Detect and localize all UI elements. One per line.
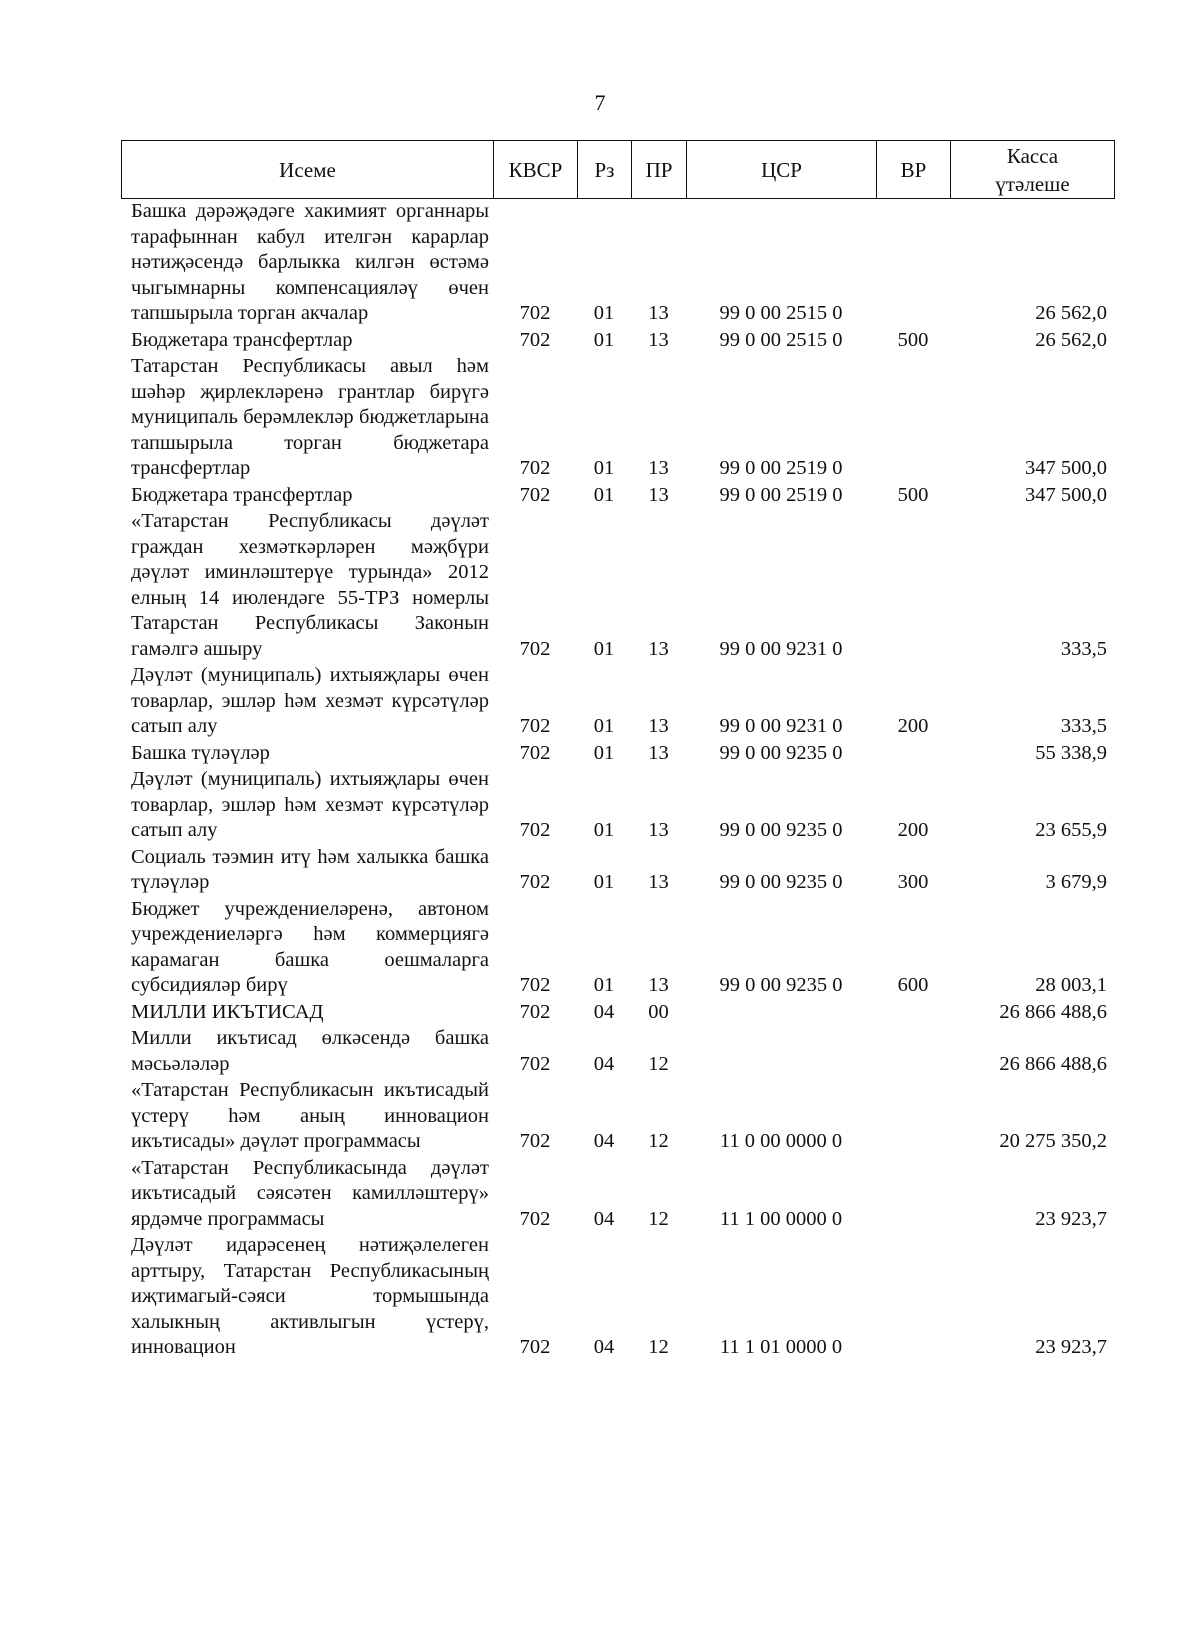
table-row bbox=[121, 483, 1115, 509]
row-name: Дәүләт (муниципаль) ихтыяҗлары өчен товарлар, эшләр һәм хезмәт күрсәтүләр сатып алу bbox=[131, 664, 489, 737]
row-pr: 13 bbox=[648, 637, 669, 660]
row-csr: 99 0 00 2515 0 bbox=[719, 328, 843, 351]
row-name: Бюджетара трансфертлар bbox=[131, 328, 353, 351]
table-row bbox=[121, 199, 1115, 327]
row-csr: 99 0 00 9235 0 bbox=[719, 819, 843, 841]
row-kvsr: 702 bbox=[519, 741, 551, 764]
row-rz: 04 bbox=[593, 1000, 615, 1023]
row-sum: 3 679,9 bbox=[1045, 871, 1107, 893]
header-csr: ЦСР bbox=[687, 141, 877, 198]
row-rz: 01 bbox=[593, 741, 615, 764]
row-kvsr: 702 bbox=[519, 871, 551, 893]
row-rz: 04 bbox=[593, 1052, 615, 1075]
table-row bbox=[121, 1078, 1115, 1155]
table-row bbox=[121, 663, 1115, 740]
row-vr: 500 bbox=[897, 483, 929, 506]
row-vr: 300 bbox=[897, 871, 929, 893]
table-row bbox=[121, 767, 1115, 844]
row-name: «Татарстан Республикасын икътисадый үстерү һәм аның инновацион икътисады» дәүләт программасы bbox=[131, 1079, 489, 1152]
row-pr: 13 bbox=[648, 302, 669, 324]
row-pr: 12 bbox=[648, 1052, 669, 1075]
header-rz: Рз bbox=[578, 141, 632, 198]
row-rz: 01 bbox=[593, 974, 615, 996]
row-csr: 99 0 00 9235 0 bbox=[719, 974, 843, 996]
row-kvsr: 702 bbox=[519, 715, 551, 737]
row-sum: 333,5 bbox=[1060, 637, 1107, 660]
row-rz: 01 bbox=[593, 302, 615, 324]
row-kvsr: 702 bbox=[519, 974, 551, 996]
row-csr: 99 0 00 9231 0 bbox=[719, 637, 843, 660]
row-csr: 99 0 00 2519 0 bbox=[719, 483, 843, 506]
row-kvsr: 702 bbox=[519, 1000, 551, 1023]
row-sum: 347 500,0 bbox=[1025, 457, 1107, 479]
row-pr: 12 bbox=[648, 1207, 669, 1230]
table-row bbox=[121, 328, 1115, 354]
table-row bbox=[121, 1000, 1115, 1026]
row-sum: 26 562,0 bbox=[1035, 328, 1107, 351]
row-kvsr: 702 bbox=[519, 302, 551, 324]
table-body bbox=[121, 199, 1115, 1362]
row-kvsr: 702 bbox=[519, 637, 551, 660]
row-csr: 11 1 00 0000 0 bbox=[719, 1207, 843, 1230]
row-vr: 200 bbox=[897, 715, 929, 737]
table-header bbox=[121, 140, 1115, 199]
row-pr: 13 bbox=[648, 974, 669, 996]
row-pr: 12 bbox=[648, 1336, 669, 1358]
row-rz: 01 bbox=[593, 871, 615, 893]
row-rz: 04 bbox=[593, 1130, 615, 1152]
row-name: «Татарстан Республикасы дәүләт граждан хезмәткәрләрен мәҗбүри дәүләт иминләштерүе турында» 2012 елның 14 июлендәге 55-ТРЗ номерлы Татарстан Республикасы Законын гамәлгә ашыру bbox=[131, 510, 489, 660]
row-name: Социаль тәэмин итү һәм халыкка башка түләүләр bbox=[131, 845, 489, 893]
row-csr: 99 0 00 9235 0 bbox=[719, 741, 843, 764]
row-name: Башка дәрәҗәдәге хакимият органнары тарафыннан кабул ителгән карарлар нәтиҗәсендә барлыкка килгән өстәмә чыгымнарны компенсацияләү өчен тапшырыла торган акчалар bbox=[131, 200, 489, 324]
table-row bbox=[121, 845, 1115, 896]
row-sum: 23 923,7 bbox=[1035, 1207, 1107, 1230]
row-kvsr: 702 bbox=[519, 457, 551, 479]
row-pr: 13 bbox=[648, 741, 669, 764]
row-name: Дәүләт идарәсенең нәтиҗәлелеген арттыру, Татарстан Республикасының иҗтимагый-сәяси тормышында халыкның активлыгын үстерү, инновацион bbox=[131, 1234, 489, 1358]
row-sum: 55 338,9 bbox=[1035, 741, 1107, 764]
row-rz: 04 bbox=[593, 1336, 615, 1358]
row-sum: 28 003,1 bbox=[1035, 974, 1107, 996]
table-row bbox=[121, 897, 1115, 999]
row-kvsr: 702 bbox=[519, 328, 551, 351]
row-sum: 26 562,0 bbox=[1035, 302, 1107, 324]
row-pr: 13 bbox=[648, 871, 669, 893]
table-row bbox=[121, 1233, 1115, 1361]
header-kvsr: КВСР bbox=[494, 141, 578, 198]
row-name: МИЛЛИ ИКЪТИСАД bbox=[131, 1000, 324, 1023]
row-kvsr: 702 bbox=[519, 1336, 551, 1358]
row-csr: 11 1 01 0000 0 bbox=[719, 1336, 843, 1358]
row-rz: 04 bbox=[593, 1207, 615, 1230]
row-name: Бюджетара трансфертлар bbox=[131, 483, 353, 506]
row-name: «Татарстан Республикасында дәүләт икътисадый сәясәтен камилләштерү» ярдәмче программасы bbox=[131, 1156, 489, 1230]
table-row bbox=[121, 1026, 1115, 1077]
row-csr: 99 0 00 9231 0 bbox=[719, 715, 843, 737]
row-csr: 99 0 00 2519 0 bbox=[719, 457, 843, 479]
row-pr: 12 bbox=[648, 1130, 669, 1152]
row-name: Башка түләүләр bbox=[131, 741, 270, 764]
row-vr: 500 bbox=[897, 328, 929, 351]
row-pr: 00 bbox=[648, 1000, 669, 1023]
row-name: Дәүләт (муниципаль) ихтыяҗлары өчен товарлар, эшләр һәм хезмәт күрсәтүләр сатып алу bbox=[131, 768, 489, 841]
header-kassa-line1: Касса bbox=[1006, 143, 1059, 168]
row-rz: 01 bbox=[593, 715, 615, 737]
row-rz: 01 bbox=[593, 819, 615, 841]
row-kvsr: 702 bbox=[519, 1130, 551, 1152]
table-row bbox=[121, 509, 1115, 662]
row-sum: 26 866 488,6 bbox=[999, 1000, 1107, 1023]
header-pr: ПР bbox=[632, 141, 687, 198]
header-name: Исеме bbox=[122, 141, 494, 198]
header-kassa-line2: үтәлеше bbox=[995, 171, 1070, 196]
row-rz: 01 bbox=[593, 328, 615, 351]
row-sum: 26 866 488,6 bbox=[999, 1052, 1107, 1075]
table-row bbox=[121, 741, 1115, 767]
row-name: Татарстан Республикасы авыл һәм шәһәр җирлекләренә грантлар бирүгә муниципаль берәмлекләр бюджетларына тапшырыла торган бюджетара трансфертлар bbox=[131, 355, 489, 479]
row-sum: 23 655,9 bbox=[1035, 819, 1107, 841]
row-pr: 13 bbox=[648, 328, 669, 351]
table-row bbox=[121, 1156, 1115, 1233]
row-kvsr: 702 bbox=[519, 819, 551, 841]
row-rz: 01 bbox=[593, 483, 615, 506]
row-csr: 99 0 00 9235 0 bbox=[719, 871, 843, 893]
row-kvsr: 702 bbox=[519, 1207, 551, 1230]
row-sum: 333,5 bbox=[1060, 715, 1107, 737]
table-row bbox=[121, 354, 1115, 482]
row-sum: 23 923,7 bbox=[1035, 1336, 1107, 1358]
row-rz: 01 bbox=[593, 457, 615, 479]
row-sum: 347 500,0 bbox=[1025, 483, 1107, 506]
page-number: 7 bbox=[594, 90, 606, 115]
row-vr: 200 bbox=[897, 819, 929, 841]
row-pr: 13 bbox=[648, 715, 669, 737]
row-rz: 01 bbox=[593, 637, 615, 660]
header-kassa bbox=[951, 141, 1114, 198]
row-pr: 13 bbox=[648, 483, 669, 506]
row-csr: 99 0 00 2515 0 bbox=[719, 302, 843, 324]
row-pr: 13 bbox=[648, 457, 669, 479]
row-kvsr: 702 bbox=[519, 1052, 551, 1075]
header-vr: ВР bbox=[877, 141, 951, 198]
row-pr: 13 bbox=[648, 819, 669, 841]
row-name: Бюджет учреждениеләренә, автоном учреждениеләргә һәм коммерциягә карамаган башка оешмаларга субсидияләр бирү bbox=[131, 897, 489, 996]
row-vr: 600 bbox=[897, 974, 929, 996]
row-csr: 11 0 00 0000 0 bbox=[719, 1130, 843, 1152]
row-kvsr: 702 bbox=[519, 483, 551, 506]
row-name: Милли икътисад өлкәсендә башка мәсьәләләр bbox=[131, 1027, 489, 1075]
row-sum: 20 275 350,2 bbox=[999, 1130, 1107, 1152]
